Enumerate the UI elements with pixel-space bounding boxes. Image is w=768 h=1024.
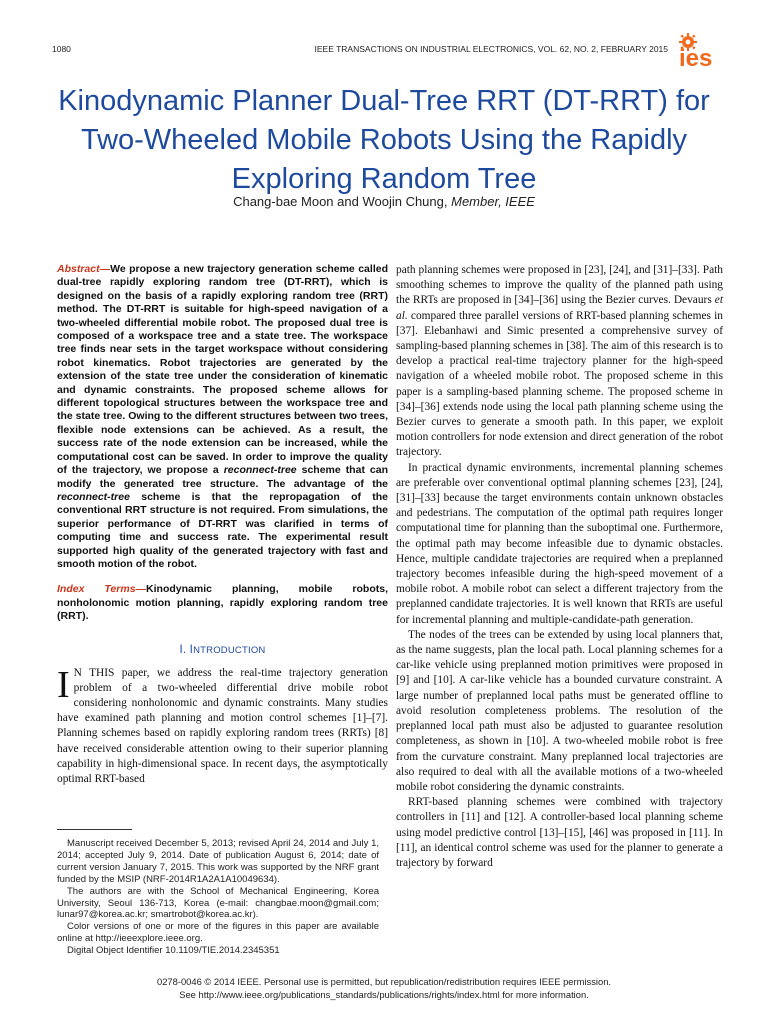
index-terms — [57, 583, 388, 623]
index-terms-label: Index Terms — [57, 583, 136, 596]
abstract-emphasis-2: reconnect-tree — [57, 490, 130, 503]
footer-line-2: See http://www.ieee.org/publications_standards/publications/rights/index.html for more information. — [179, 989, 589, 1000]
abstract-emphasis-1: reconnect-tree — [223, 464, 297, 477]
index-terms-text: Kinodynamic planning, mobile robots, nonholonomic motion planning, rapidly exploring random tree (RRT). — [57, 583, 389, 623]
abstract-text-3: scheme is that the repropagation of the conventional RRT structure is not required. From simulations, the superior performance of DT-RRT was clarified in terms of computing time and success rate. The experimental result supported high quality of the generated trajectory with fast and smooth motion of the robot. — [57, 490, 388, 570]
abstract — [57, 263, 388, 571]
right-p1-text-a: path planning schemes were proposed in [23], [24], and [31]–[33]. Path smoothing schemes to improve the quality of the planned path using the RRTs are proposed in [34]–[36] using the Bezier curves. Devaurs — [396, 264, 723, 307]
right-paragraph-4: RRT-based planning schemes were combined with trajectory controllers in [11] and [12]. A controller-based local planning scheme using model predictive control [13]–[15], [46] was proposed in [11]. In [11], an identical control scheme was used for the planner to generate a trajectory by forward — [396, 796, 723, 869]
section-heading-introduction — [57, 644, 388, 656]
drop-cap: I — [57, 663, 70, 706]
right-paragraph-1 — [396, 263, 723, 461]
index-terms-dash: — — [135, 583, 147, 596]
right-p1-etal: et al. — [396, 294, 723, 322]
right-paragraph-3: The nodes of the trees can be extended by using local planners that, as the name suggests, plan the local path. Local planning schemes for a car-like vehicle using preplanned motion primitives were proposed in [9] and [10]. A car-like vehicle has a bounded curvature constraint. A large number of preplanned local paths must be generated offline to avoid resolution completeness problems. The resolution of the preplanned local path must also be adjusted to guarantee resolution completeness, as shown in [10]. A two-wheeled mobile robot is free from the curvature constraint. Many preplanned local trajectories are also required to deal with all the available motions of a two-wheeled mobile robot considering the dynamic constraints. — [396, 628, 723, 793]
author-membership: Member, IEEE — [451, 194, 535, 209]
copyright-footer — [0, 975, 768, 1001]
footnote-affiliation: The authors are with the School of Mechanical Engineering, Korea University, Seoul 136-713, Korea (e-mail: changbae.moon@gmail.com; lunar97@korea.ac.kr; smartrobot@korea.ac.kr). — [57, 885, 379, 921]
author-names: Chang-bae Moon and Woojin Chung, — [233, 194, 448, 209]
right-p1-text-b: compared three parallel versions of RRT-based planning schemes in [37]. Elebanhawi and Simic presented a comprehensive survey of sampling-based planning schemes in [38]. The aim of this research is to develop a practical real-time trajectory planner for the high-speed navigation of a wheeled mobile robot. The proposed scheme in this paper is a sampling-based planning scheme. The proposed scheme in [34]–[36] extends node using the local path planning scheme using the Bezier curves to generate a smooth path. In this paper, we exploit motion controllers for node extension and direct generation of the robot trajectory. — [396, 309, 723, 459]
right-paragraph-2: In practical dynamic environments, incremental planning schemes are preferable over conventional optimal planning schemes [23], [24], [31]–[33] because the target environments contain unknown obstacles and pedestrians. The computation of the optimal path requires longer computational time for planning than the suboptimal one. Furthermore, the optimal path may become infeasible due to dynamic obstacles. Hence, multiple candidate trajectories are required when a preplanned trajectory becomes infeasible during the high-speed movement of a mobile robot. A mobile robot can select a different trajectory from the preplanned candidate trajectories. It is well known that RRTs are useful for incremental planning and multiple-candidate-path generation. — [396, 461, 723, 626]
journal-header: IEEE TRANSACTIONS ON INDUSTRIAL ELECTRONICS, VOL. 62, NO. 2, FEBRUARY 2015 — [314, 44, 668, 54]
ies-logo — [676, 32, 728, 70]
footnote-divider — [57, 829, 132, 830]
footnote-color-versions: Color versions of one or more of the figures in this paper are available online at http://ieeexplore.ieee.org. — [57, 921, 379, 945]
intro-paragraph-1 — [57, 663, 388, 788]
page-number: 1080 — [52, 44, 71, 54]
logo-text: ies — [679, 45, 713, 70]
abstract-text-1: We propose a new trajectory generation scheme called dual-tree rapidly exploring random tree (DT-RRT), which is designed on the basis of a rapidly exploring random tree (RRT) method. The DT-RRT is suitable for high-speed navigation of a two-wheeled differential mobile robot. The proposed dual tree is composed of a workspace tree and a state tree. The workspace tree finds near sets in the target workspace without considering robot kinematics. Robot trajectories are generated by the extension of the state tree under the consideration of kinematic and dynamic constraints. The proposed scheme allows for different topological structures between the workspace tree and the state tree. Owing to the different structures between two trees, flexible node extensions can be achieved. As a result, the success rate of the node extension can be increased, while the computational cost can be saved. In order to improve the quality of the trajectory, we propose a — [57, 263, 388, 477]
authors-line — [40, 194, 728, 209]
section-numeral: I. I — [179, 643, 194, 656]
right-column — [396, 263, 723, 871]
abstract-label: Abstract — [57, 263, 100, 275]
footnotes — [57, 838, 379, 957]
abstract-text-2: scheme that can modify the generated tree structure. The advantage of the — [57, 464, 388, 490]
left-column — [57, 263, 388, 787]
footer-line-1: 0278-0046 © 2014 IEEE. Personal use is permitted, but republication/redistribution requires IEEE permission. — [156, 976, 612, 987]
intro-first-word: N THIS — [73, 666, 115, 679]
abstract-dash: — — [99, 263, 111, 275]
paper-title: Kinodynamic Planner Dual-Tree RRT (DT-RRT) for Two-Wheeled Mobile Robots Using the Rapidly Exploring Random Tree — [58, 85, 710, 195]
footnote-doi: Digital Object Identifier 10.1109/TIE.2014.2345351 — [67, 945, 280, 957]
section-title-rest: NTRODUCTION — [193, 644, 266, 656]
intro-text: paper, we address the real-time trajectory generation problem of a two-wheeled differential drive mobile robot considering nonholonomic and dynamic constraints. Many studies have examined path planning and motion control schemes [1]–[7]. Planning schemes based on rapidly exploring random trees (RRTs) [8] have received considerable attention owing to their superior planning capability in high-dimensional space. In recent days, the asymptotically optimal RRT-based — [57, 666, 388, 785]
footnote-manuscript: Manuscript received December 5, 2013; revised April 24, 2014 and July 1, 2014; accepted July 9, 2014. Date of publication August 6, 2014; date of current version January 7, 2015. This work was supported by the NRF grant funded by the MSIP (NRF-2014R1A2A1A10049634). — [57, 838, 379, 885]
